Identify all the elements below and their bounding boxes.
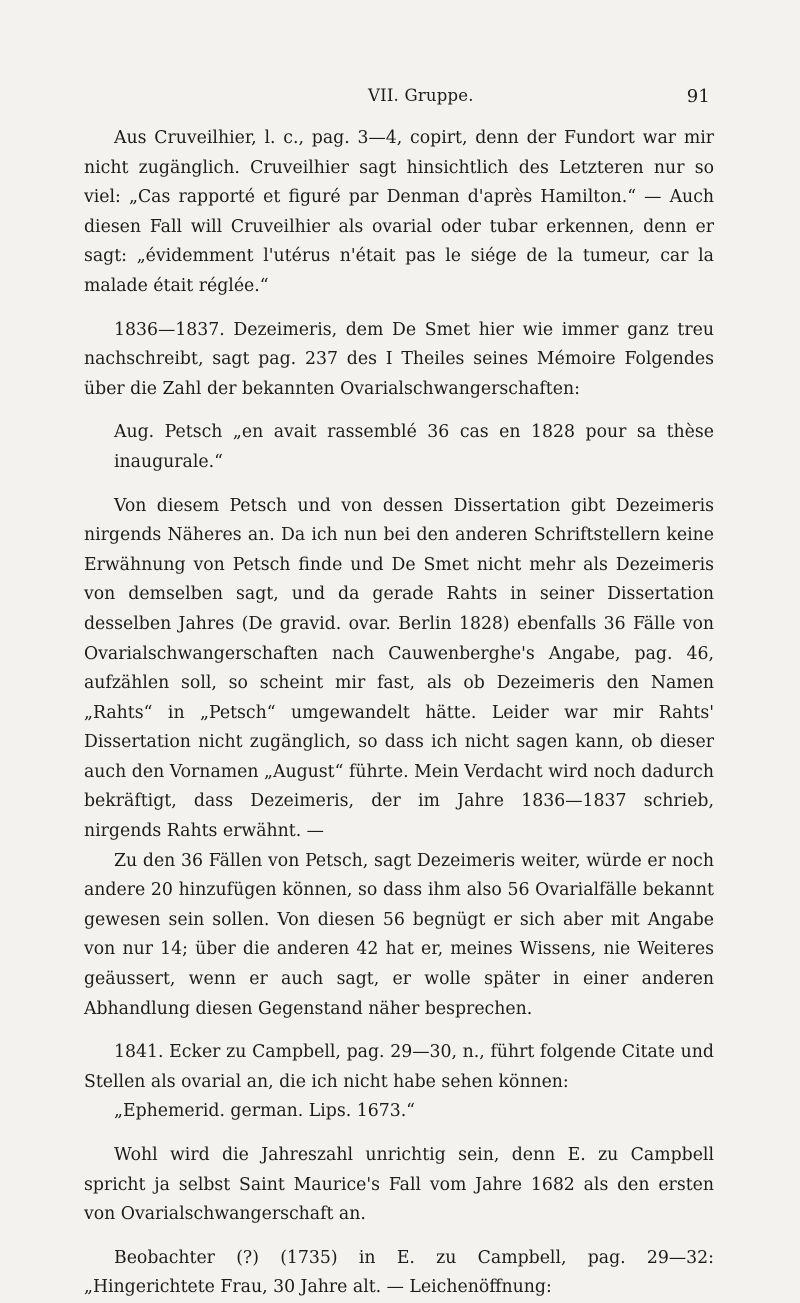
paragraph: 1836—1837. Dezeimeris, dem De Smet hier wie immer ganz treu nachschreibt, sagt pag. 237 des I Theiles seines Mémoire Folgendes über die Zahl der bekannten Ovarialschwangerschaften:: [84, 319, 714, 399]
paragraph: Aug. Petsch „en avait rassemblé 36 cas en 1828 pour sa thèse inaugurale.“: [114, 422, 714, 472]
paragraph: 1841. Ecker zu Campbell, pag. 29—30, n., führt folgende Citate und Stellen als ovarial an, die ich nicht habe sehen können:: [84, 1042, 714, 1092]
paragraph: Zu den 36 Fällen von Petsch, sagt Dezeimeris weiter, würde er noch andere 20 hinzufügen können, so dass ihm also 56 Ovarialfälle bekannt gewesen sein sollen. Von diesen 56 begnügt er sich aber mit Angabe von nur 14; über die anderen 42 hat er, meines Wissens, nie Weiteres geäussert, wenn er auch sagt, er wolle später in einer anderen Abhandlung diesen Gegenstand näher besprechen.: [84, 850, 714, 1019]
paragraph: Von diesem Petsch und von dessen Dissertation gibt Dezeimeris nirgends Näheres an. Da ich nun bei den anderen Schriftstellern keine Erwähnung von Petsch finde und De Smet nicht mehr als Dezeimeris von demselben sagt, und da gerade Rahts in seiner Dissertation desselben Jahres (De gravid. ovar. Berlin 1828) ebenfalls 36 Fälle von Ovarialschwangerschaften nach Cauwenberghe's Angabe, pag. 46, aufzählen soll, so scheint mir fast, als ob Dezeimeris den Namen „Rahts“ in „Petsch“ umgewandelt hätte. Leider war mir Rahts' Dissertation nicht zugänglich, so dass ich nicht sagen kann, ob dieser auch den Vornamen „August“ führte. Mein Verdacht wird noch dadurch bekräftigt, dass Dezeimeris, der im Jahre 1836—1837 schrieb, nirgends Rahts erwähnt. —: [84, 495, 714, 842]
paragraph: Beobachter (?) (1735) in E. zu Campbell, pag. 29—32: „Hingerichtete Frau, 30 Jahre alt. — Leichenöffnung:: [84, 1247, 714, 1298]
section-title: VII. Gruppe.: [368, 86, 474, 105]
paragraph: „Ephemerid. german. Lips. 1673.“: [114, 1101, 416, 1122]
paragraph: Wohl wird die Jahreszahl unrichtig sein, denn E. zu Campbell spricht ja selbst Saint Maurice's Fall vom Jahre 1682 als den ersten von Ovarialschwangerschaft an.: [84, 1145, 714, 1225]
body-text: [84, 124, 714, 1303]
page-number: 91: [686, 86, 710, 107]
paragraph: Aus Cruveilhier, l. c., pag. 3—4, copirt, denn der Fundort war mir nicht zugänglich. Cruveilhier sagt hinsichtlich des Letzteren nur so viel: „Cas rapporté et figuré par Denman d'après Hamilton.“ — Auch diesen Fall will Cruveilhier als ovarial oder tubar erkennen, denn er sagt: „évidemment l'utérus n'était pas le siége de la tumeur, car la malade était réglée.“: [84, 128, 714, 296]
